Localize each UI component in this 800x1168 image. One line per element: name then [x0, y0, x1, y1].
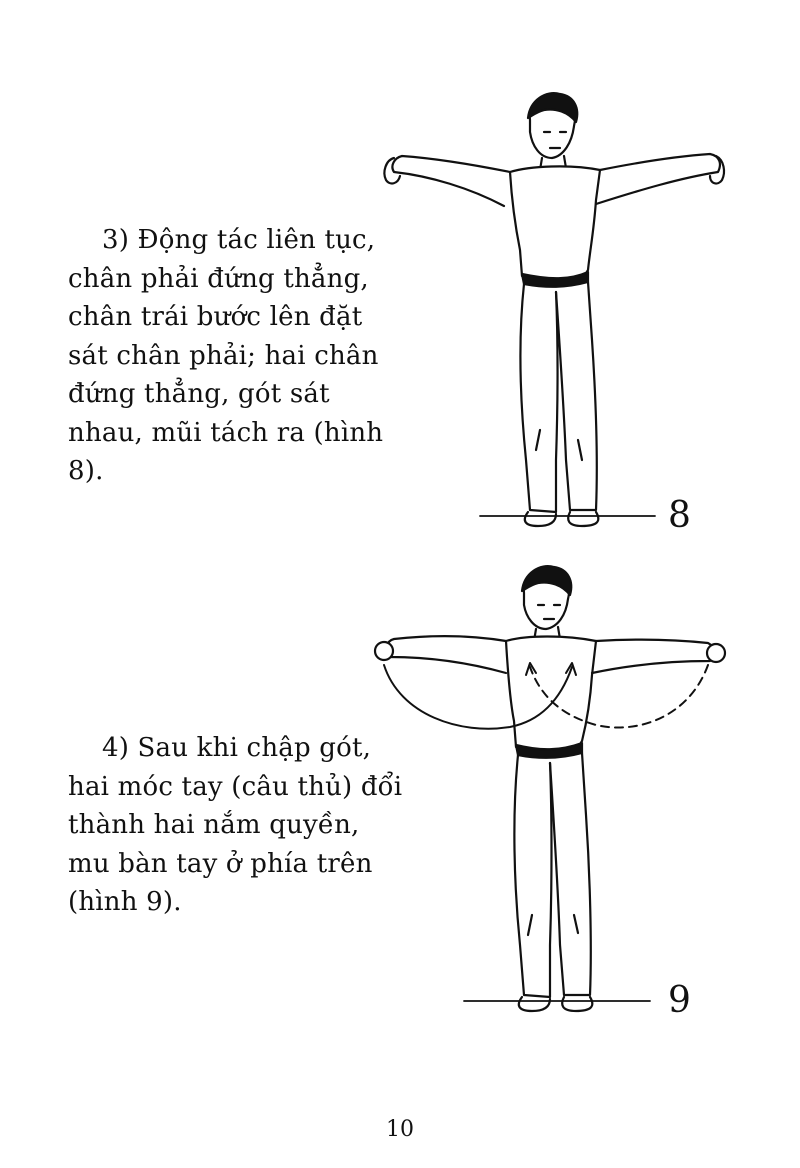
figure-9-drawing — [360, 555, 800, 1035]
step-3-line: đứng thẳng, gót sát — [68, 379, 330, 409]
step-3-line: chân trái bước lên đặt — [68, 302, 363, 332]
step-4-line: (hình 9). — [68, 887, 182, 917]
step-4-line: hai móc tay (câu thủ) đổi — [68, 771, 403, 802]
figure-8-number: 8 — [668, 495, 691, 536]
step-3-line: 3) Động tác liên tục, — [102, 225, 376, 255]
step-4-line: mu bàn tay ở phía trên — [68, 848, 373, 879]
step-4-line: 4) Sau khi chập gót, — [102, 733, 372, 763]
step-3-line: 8). — [68, 456, 104, 486]
step-3-line: sát chân phải; hai chân — [68, 340, 379, 371]
step-3-line: nhau, mũi tách ra (hình — [68, 417, 384, 448]
figure-9-number: 9 — [668, 980, 691, 1021]
step-3-line: chân phải đứng thẳng, — [68, 263, 369, 294]
step-4-line: thành hai nắm quyền, — [68, 810, 360, 840]
figure-8-illustration — [360, 80, 800, 550]
step-4-paragraph — [68, 729, 403, 922]
step-3-paragraph — [68, 221, 384, 491]
figure-8-drawing — [360, 80, 800, 550]
page-number: 10 — [386, 1117, 414, 1142]
figure-9-illustration — [360, 555, 800, 1035]
